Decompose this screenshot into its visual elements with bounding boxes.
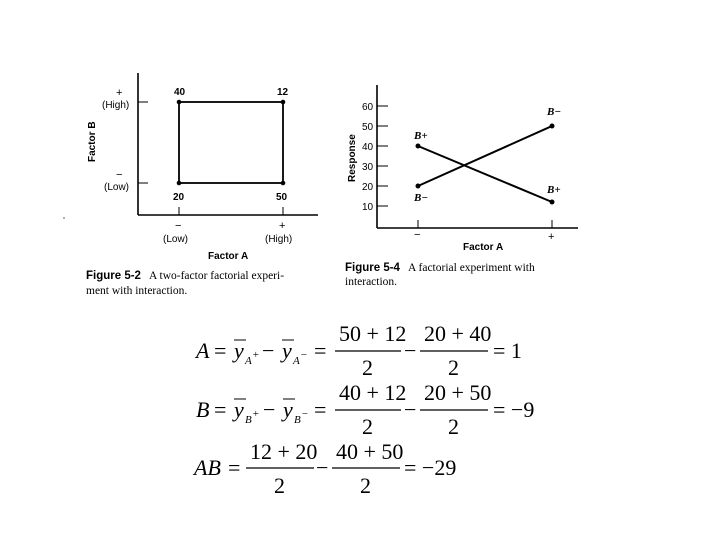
fig54-annot-bminus-right: B−	[547, 106, 562, 118]
equation-a	[194, 321, 522, 380]
fig54-series	[416, 124, 555, 205]
fig52-x-high: (High)	[265, 234, 293, 245]
fig54-point-s0-0	[416, 144, 421, 149]
eq-b-eq2: =	[314, 397, 327, 422]
eq-a-eq2: =	[314, 338, 327, 363]
eq-ab-den1: 2	[274, 473, 285, 498]
fig54-annot-bminus-left: B−	[414, 192, 429, 204]
fig52-caption-label: Figure 5-2	[86, 270, 141, 282]
fig54-y-tick-label-30: 30	[362, 162, 374, 173]
eq-a-sup-minus: −	[300, 349, 308, 361]
eq-b-minus1: −	[263, 397, 276, 422]
fig54-y-ticks	[362, 102, 388, 213]
eq-b-ybar-minus: y	[283, 397, 293, 422]
eq-ab-num2: 40 + 50	[336, 439, 404, 464]
eq-a-minus2: −	[404, 338, 417, 363]
eq-b-lhs: B	[196, 397, 210, 422]
figure-5-2	[86, 73, 318, 297]
eq-b-sub-minus: B	[294, 414, 301, 426]
fig52-y-plus: +	[116, 87, 123, 99]
eq-a-num1: 50 + 12	[339, 321, 407, 346]
fig54-caption-label: Figure 5-4	[345, 262, 400, 274]
fig52-value-bl: 20	[173, 192, 185, 203]
eq-a-eq1: =	[214, 338, 227, 363]
fig54-y-tick-label-50: 50	[362, 122, 374, 133]
fig52-point-tr	[281, 100, 286, 105]
eq-a-num2: 20 + 40	[424, 321, 492, 346]
eq-ab-minus: −	[316, 455, 329, 480]
fig54-y-tick-label-20: 20	[362, 182, 374, 193]
eq-b-num1: 40 + 12	[339, 380, 407, 405]
eq-b-den1: 2	[362, 414, 373, 439]
figure-5-4-chart	[345, 85, 578, 288]
equation-b	[196, 380, 534, 439]
fig54-y-tick-label-60: 60	[362, 102, 374, 113]
fig52-y-axis-label: Factor B	[87, 121, 98, 162]
eq-b-minus2: −	[404, 397, 417, 422]
fig52-point-br	[281, 181, 286, 186]
fig52-point-bl	[177, 181, 182, 186]
eq-ab-num1: 12 + 20	[250, 439, 318, 464]
eq-a-ybar-plus: y	[234, 338, 244, 363]
fig52-design-square	[179, 102, 283, 183]
eq-a-lhs: A	[196, 338, 210, 363]
fig54-y-tick-label-10: 10	[362, 202, 374, 213]
fig54-series-line-0	[418, 146, 552, 202]
fig52-caption-line2: ment with interaction.	[86, 285, 188, 297]
fig52-caption-text1: A two-factor factorial experi-	[148, 270, 285, 282]
fig54-y-tick-label-40: 40	[362, 142, 374, 153]
fig54-caption-line2: interaction.	[345, 276, 398, 288]
fig54-x-tick-label-minus: −	[414, 229, 421, 241]
eq-b-sup-plus: +	[252, 408, 260, 420]
eq-ab-eq1: =	[228, 455, 241, 480]
eq-a-sup-plus: +	[252, 349, 260, 361]
fig52-x-low: (Low)	[163, 234, 189, 245]
fig52-x-minus: −	[175, 220, 182, 232]
fig54-caption-text1: A factorial experiment with	[407, 262, 535, 274]
fig52-y-low: (Low)	[104, 182, 130, 193]
eq-a-minus1: −	[262, 338, 275, 363]
fig52-x-axis-label: Factor A	[208, 251, 249, 262]
eq-b-result: = −9	[493, 397, 535, 422]
fig54-point-s1-1	[550, 124, 555, 129]
fig54-x-axis-label: Factor A	[463, 242, 504, 253]
fig52-caption-line1	[86, 270, 284, 282]
fig54-annot-bplus-right: B+	[547, 184, 561, 196]
eq-ab-lhs: AB	[194, 455, 221, 480]
fig54-point-s1-0	[416, 184, 421, 189]
fig52-value-tr: 12	[277, 87, 289, 98]
eq-b-den2: 2	[448, 414, 459, 439]
eq-a-result: = 1	[493, 338, 522, 363]
eq-a-den1: 2	[362, 355, 373, 380]
eq-a-sub-minus: A	[293, 355, 300, 367]
fig52-y-minus: −	[116, 169, 123, 181]
fig52-point-tl	[177, 100, 182, 105]
fig52-value-tl: 40	[174, 87, 186, 98]
fig54-x-tick-label-plus: +	[548, 231, 555, 243]
fig54-point-s0-1	[550, 200, 555, 205]
equation-ab	[192, 439, 456, 498]
fig54-y-axis-label: Response	[347, 134, 358, 182]
eq-b-sup-minus: −	[301, 408, 309, 420]
eq-b-num2: 20 + 50	[424, 380, 492, 405]
fig54-series-line-1	[418, 126, 552, 186]
eq-a-ybar-minus: y	[282, 338, 292, 363]
fig52-y-high: (High)	[102, 100, 130, 111]
fig52-value-br: 50	[276, 192, 288, 203]
fig54-annot-bplus-left: B+	[414, 130, 428, 142]
eq-ab-den2: 2	[360, 473, 371, 498]
fig54-caption-line1	[345, 262, 535, 274]
eq-ab-result: = −29	[404, 455, 457, 480]
eq-b-sub-plus: B	[245, 414, 252, 426]
eq-a-sub-plus: A	[245, 355, 252, 367]
eq-b-ybar-plus: y	[234, 397, 244, 422]
eq-b-eq1: =	[214, 397, 227, 422]
stray-dot	[63, 217, 65, 219]
fig52-x-plus: +	[279, 220, 286, 232]
eq-a-den2: 2	[448, 355, 459, 380]
